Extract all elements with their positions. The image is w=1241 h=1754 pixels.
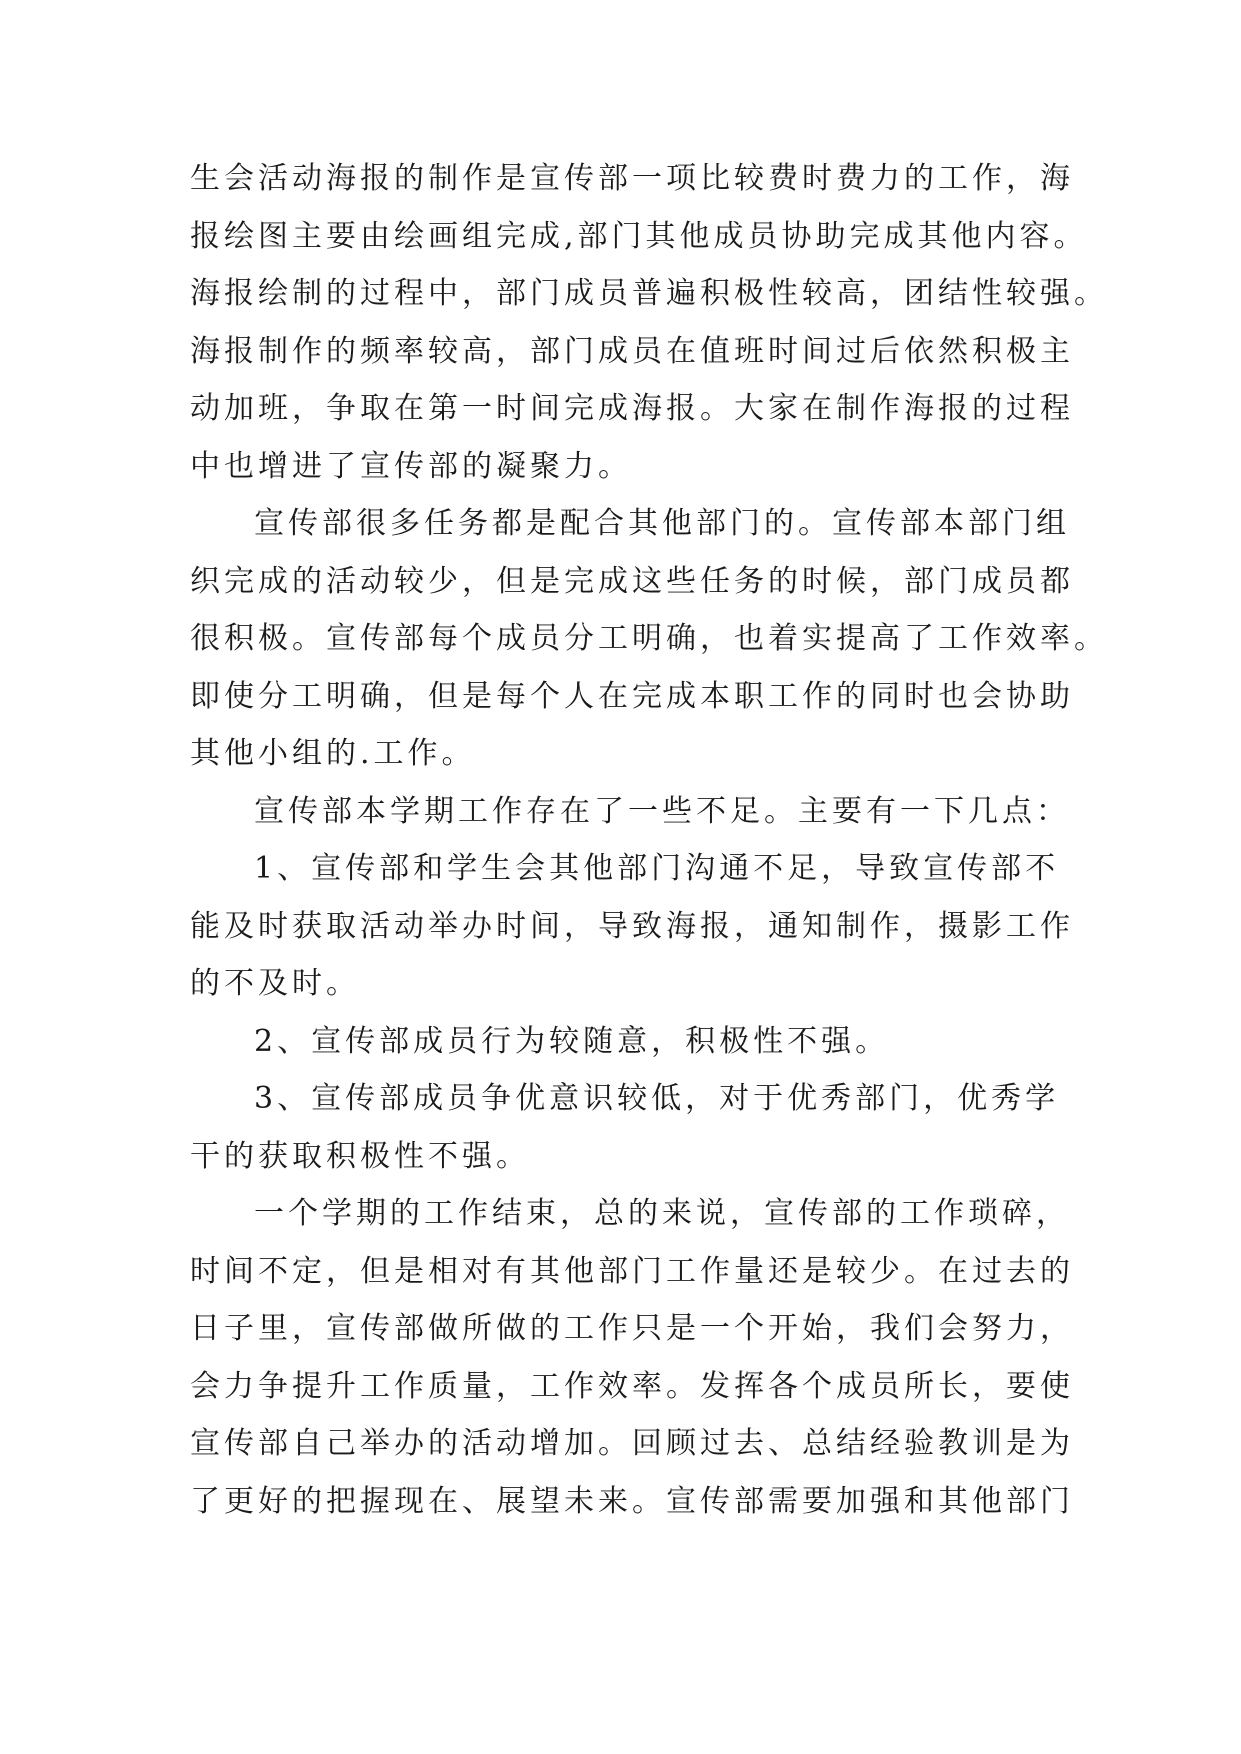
text-line: 其他小组的.工作。 [190, 736, 476, 771]
text-line: 报绘图主要由绘画组完成,部门其他成员协助完成其他内容。 [190, 218, 1088, 254]
text-line: 时间不定，但是相对有其他部门工作量还是较少。在过去的 [190, 1253, 1074, 1289]
text-line: 干的获取积极性不强。 [190, 1138, 530, 1174]
text-line: 会力争提升工作质量，工作效率。发挥各个成员所长，要使 [190, 1368, 1074, 1404]
text-line: 一个学期的工作结束，总的来说，宣传部的工作琐碎， [254, 1196, 1070, 1231]
text-line: 生会活动海报的制作是宣传部一项比较费时费力的工作，海 [190, 161, 1074, 196]
text-line: 海报制作的频率较高，部门成员在值班时间过后依然积极主 [190, 333, 1074, 369]
text-line: 2、宣传部成员行为较随意，积极性不强。 [254, 1023, 890, 1059]
text-line: 宣传部自己举办的活动增加。回顾过去、总结经验教训是为 [190, 1426, 1074, 1461]
text-line: 日子里，宣传部做所做的工作只是一个开始，我们会努力， [190, 1311, 1074, 1346]
text-line: 3、宣传部成员争优意识较低，对于优秀部门，优秀学 [254, 1081, 1060, 1116]
text-line: 1、宣传部和学生会其他部门沟通不足，导致宣传部不 [254, 851, 1060, 886]
text-line: 中也增进了宣传部的凝聚力。 [190, 448, 632, 484]
text-line: 动加班，争取在第一时间完成海报。大家在制作海报的过程 [190, 391, 1074, 426]
text-line: 海报绘制的过程中，部门成员普遍积极性较高，团结性较强。 [190, 276, 1108, 311]
text-line: 了更好的把握现在、展望未来。宣传部需要加强和其他部门 [190, 1483, 1074, 1519]
text-line: 即使分工明确，但是每个人在完成本职工作的同时也会协助 [190, 678, 1074, 714]
text-line: 很积极。宣传部每个成员分工明确，也着实提高了工作效率。 [190, 621, 1108, 656]
text-line: 织完成的活动较少，但是完成这些任务的时候，部门成员都 [190, 563, 1074, 599]
document-page [190, 150, 1108, 1530]
text-line: 宣传部本学期工作存在了一些不足。主要有一下几点： [254, 793, 1070, 829]
text-line: 能及时获取活动举办时间，导致海报，通知制作，摄影工作 [190, 908, 1074, 944]
text-line: 的不及时。 [190, 966, 360, 1001]
text-line: 宣传部很多任务都是配合其他部门的。宣传部本部门组 [254, 506, 1070, 541]
